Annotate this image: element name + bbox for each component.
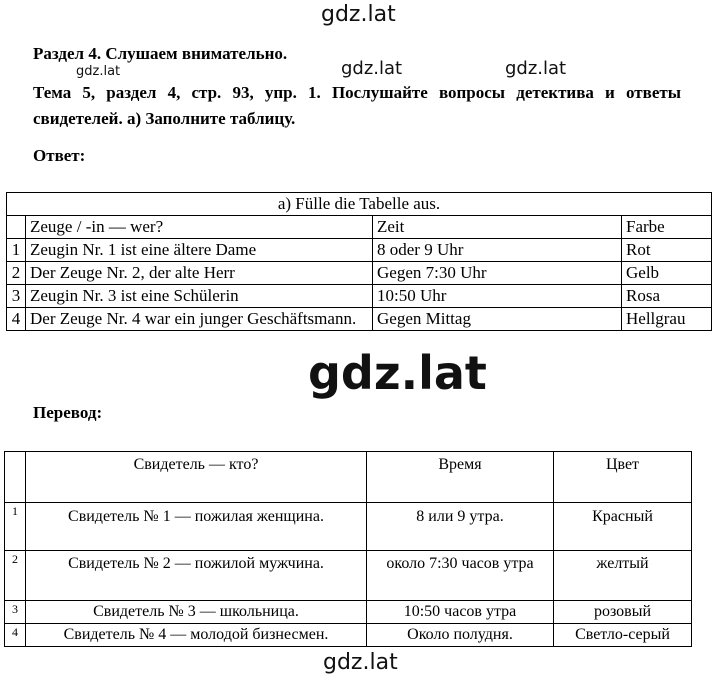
cell-time: 10:50 часов утра <box>367 601 554 624</box>
table-row <box>7 308 712 331</box>
table-row <box>5 551 692 601</box>
table-row <box>7 239 712 262</box>
cell-who: Der Zeuge Nr. 4 war ein junger Geschäftsmann. <box>26 308 373 331</box>
cell-time: Около полудня. <box>367 624 554 647</box>
row-num: 3 <box>5 601 26 624</box>
row-num: 4 <box>5 624 26 647</box>
answer-label: Ответ: <box>33 146 86 165</box>
cell-color: розовый <box>554 601 692 624</box>
german-table <box>6 192 712 331</box>
header-time: Время <box>367 452 554 503</box>
watermark-large: gdz.lat <box>308 346 487 400</box>
watermark-small: gdz.lat <box>76 64 121 79</box>
header-time: Zeit <box>373 216 622 239</box>
cell-time: 8 или 9 утра. <box>367 503 554 551</box>
table-row <box>7 285 712 308</box>
header-color: Цвет <box>554 452 692 503</box>
cell-color: Gelb <box>622 262 712 285</box>
cell-who: Zeugin Nr. 3 ist eine Schülerin <box>26 285 373 308</box>
header-num-cell <box>7 216 26 239</box>
row-num: 2 <box>5 551 26 601</box>
task-text: Тема 5, раздел 4, стр. 93, упр. 1. Послушайте вопросы детектива и ответы свидетелей. а) Заполните таблицу. <box>33 83 681 128</box>
cell-who: Свидетель № 1 — пожилая женщина. <box>26 503 367 551</box>
row-num: 1 <box>5 503 26 551</box>
table-caption: a) Fülle die Tabelle aus. <box>7 193 712 216</box>
cell-color: Hellgrau <box>622 308 712 331</box>
row-num: 4 <box>7 308 26 331</box>
cell-time: 8 oder 9 Uhr <box>373 239 622 262</box>
row-num: 3 <box>7 285 26 308</box>
watermark-top: gdz.lat <box>321 2 396 27</box>
cell-time: Gegen 7:30 Uhr <box>373 262 622 285</box>
cell-color: Rot <box>622 239 712 262</box>
table-header-row <box>5 452 692 503</box>
table-row <box>5 503 692 551</box>
cell-color: желтый <box>554 551 692 601</box>
cell-who: Der Zeuge Nr. 2, der alte Herr <box>26 262 373 285</box>
cell-time: Gegen Mittag <box>373 308 622 331</box>
cell-time: около 7:30 часов утра <box>367 551 554 601</box>
cell-time: 10:50 Uhr <box>373 285 622 308</box>
table-row <box>5 601 692 624</box>
cell-who: Свидетель № 3 — школьница. <box>26 601 367 624</box>
row-num: 1 <box>7 239 26 262</box>
watermark-mid-left: gdz.lat <box>341 58 403 79</box>
russian-table <box>4 451 692 647</box>
cell-color: Rosa <box>622 285 712 308</box>
table-caption-row <box>7 193 712 216</box>
cell-color: Красный <box>554 503 692 551</box>
table-row <box>5 624 692 647</box>
table-header-row <box>7 216 712 239</box>
header-num-cell <box>5 452 26 503</box>
header-color: Farbe <box>622 216 712 239</box>
section-title: Раздел 4. Слушаем внимательно. <box>33 44 288 63</box>
cell-who: Zeugin Nr. 1 ist eine ältere Dame <box>26 239 373 262</box>
header-who: Свидетель — кто? <box>26 452 367 503</box>
watermark-mid-right: gdz.lat <box>505 58 567 79</box>
cell-color: Светло-серый <box>554 624 692 647</box>
cell-who: Свидетель № 4 — молодой бизнесмен. <box>26 624 367 647</box>
translation-label: Перевод: <box>33 403 103 422</box>
header-who: Zeuge / -in — wer? <box>26 216 373 239</box>
cell-who: Свидетель № 2 — пожилой мужчина. <box>26 551 367 601</box>
table-row <box>7 262 712 285</box>
row-num: 2 <box>7 262 26 285</box>
watermark-bottom: gdz.lat <box>323 650 398 675</box>
